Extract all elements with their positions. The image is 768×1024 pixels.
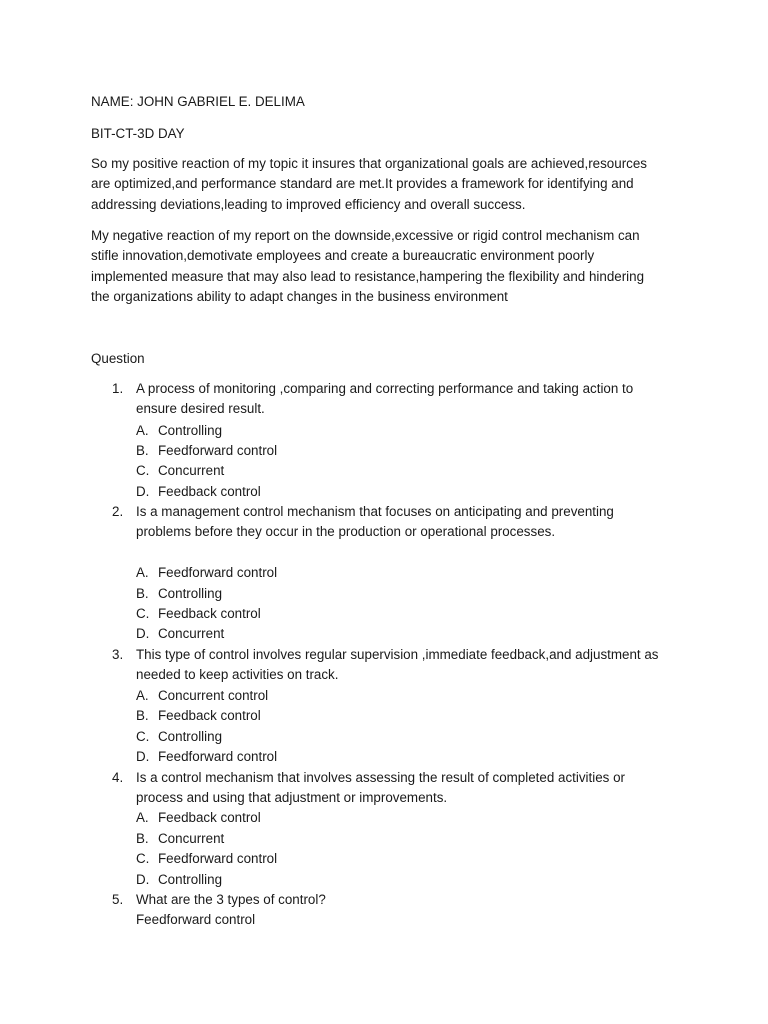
question-number: 4. bbox=[112, 770, 124, 785]
option-label: Feedforward control bbox=[158, 565, 278, 580]
option-item bbox=[136, 808, 261, 828]
option-letter: B. bbox=[136, 708, 149, 723]
option-item bbox=[136, 727, 222, 747]
option-letter: B. bbox=[136, 586, 149, 601]
option-letter: B. bbox=[136, 443, 149, 458]
question-line: Is a management control mechanism that focuses on anticipating and preventing bbox=[136, 504, 614, 519]
positive-reaction-paragraph bbox=[91, 154, 691, 215]
option-label: Controlling bbox=[158, 729, 223, 744]
option-item bbox=[136, 482, 261, 502]
question-number: 2. bbox=[112, 504, 124, 519]
option-letter: C. bbox=[136, 851, 150, 866]
option-letter: A. bbox=[136, 810, 149, 825]
option-item bbox=[136, 461, 224, 481]
answer-text: Feedforward control bbox=[136, 912, 256, 927]
question-line: ensure desired result. bbox=[136, 401, 265, 417]
option-label: Concurrent control bbox=[158, 688, 269, 703]
option-item bbox=[136, 441, 277, 461]
option-label: Controlling bbox=[158, 586, 223, 601]
option-label: Concurrent bbox=[158, 463, 225, 478]
option-letter: D. bbox=[136, 872, 150, 887]
option-item bbox=[136, 421, 222, 441]
question-line: What are the 3 types of control? bbox=[136, 892, 326, 907]
option-item bbox=[136, 849, 277, 869]
paragraph-line: the organizations ability to adapt changes in the business environment bbox=[91, 289, 508, 305]
option-label: Feedback control bbox=[158, 484, 261, 499]
paragraph-line: are optimized,and performance standard are met.It provides a framework for identifying and bbox=[91, 176, 634, 192]
question-text bbox=[136, 890, 326, 910]
question-line: This type of control involves regular supervision ,immediate feedback,and adjustment as bbox=[136, 647, 659, 662]
option-label: Feedback control bbox=[158, 606, 261, 621]
question-line: process and using that adjustment or improvements. bbox=[136, 790, 448, 806]
option-letter: D. bbox=[136, 484, 150, 499]
option-label: Feedforward control bbox=[158, 749, 278, 764]
section-label: BIT-CT-3D DAY bbox=[91, 126, 185, 141]
question-text bbox=[136, 768, 625, 809]
paragraph-line: stifle innovation,demotivate employees and create a bureaucratic environment poorly bbox=[91, 248, 595, 264]
paragraph-line: So my positive reaction of my topic it insures that organizational goals are achieved,resources bbox=[91, 156, 647, 171]
question-number: 5. bbox=[112, 892, 124, 907]
paragraph-line: implemented measure that may also lead to resistance,hampering the flexibility and hindering bbox=[91, 268, 645, 284]
option-label: Concurrent bbox=[158, 626, 225, 641]
question-text bbox=[136, 379, 633, 420]
option-label: Feedback control bbox=[158, 810, 261, 825]
option-letter: B. bbox=[136, 831, 149, 846]
option-label: Feedforward control bbox=[158, 851, 278, 866]
option-item bbox=[136, 829, 224, 849]
option-letter: A. bbox=[136, 565, 149, 580]
option-letter: D. bbox=[136, 626, 150, 641]
question-text bbox=[136, 645, 659, 686]
option-item bbox=[136, 584, 222, 604]
option-letter: C. bbox=[136, 606, 150, 621]
question-number: 3. bbox=[112, 647, 124, 662]
option-item bbox=[136, 686, 268, 706]
paragraph-line: My negative reaction of my report on the downside,excessive or rigid control mechanism can bbox=[91, 228, 640, 243]
option-item bbox=[136, 706, 261, 726]
option-label: Controlling bbox=[158, 423, 223, 438]
question-heading: Question bbox=[91, 351, 145, 366]
option-letter: D. bbox=[136, 749, 150, 764]
option-item bbox=[136, 563, 277, 583]
question-line: Is a control mechanism that involves assessing the result of completed activities or bbox=[136, 770, 625, 785]
option-label: Feedforward control bbox=[158, 443, 278, 458]
question-number: 1. bbox=[112, 381, 124, 396]
option-item bbox=[136, 604, 261, 624]
option-label: Concurrent bbox=[158, 831, 225, 846]
question-line: problems before they occur in the production or operational processes. bbox=[136, 524, 556, 540]
question-line: A process of monitoring ,comparing and correcting performance and taking action to bbox=[136, 381, 634, 396]
option-label: Feedback control bbox=[158, 708, 261, 723]
option-item bbox=[136, 747, 277, 767]
option-item bbox=[136, 870, 222, 890]
option-item bbox=[136, 624, 224, 644]
question-text bbox=[136, 502, 614, 543]
option-letter: A. bbox=[136, 688, 149, 703]
option-letter: A. bbox=[136, 423, 149, 438]
option-label: Controlling bbox=[158, 872, 223, 887]
option-letter: C. bbox=[136, 729, 150, 744]
paragraph-line: addressing deviations,leading to improved efficiency and overall success. bbox=[91, 196, 526, 212]
negative-reaction-paragraph bbox=[91, 226, 691, 308]
question-line: needed to keep activities on track. bbox=[136, 667, 339, 683]
student-name: NAME: JOHN GABRIEL E. DELIMA bbox=[91, 94, 305, 109]
option-letter: C. bbox=[136, 463, 150, 478]
